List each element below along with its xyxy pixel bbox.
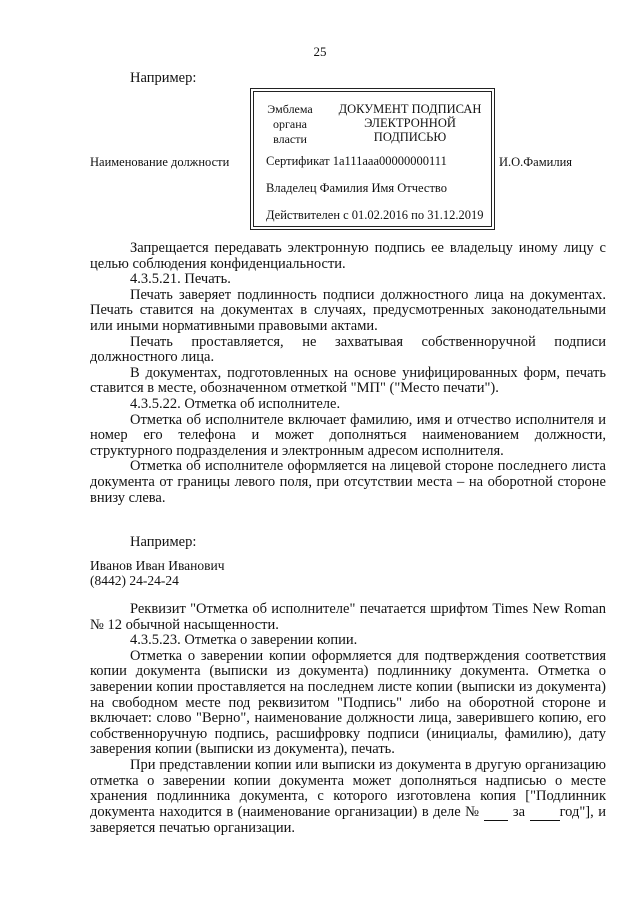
- year-blank: [530, 805, 560, 822]
- stamp-validity: Действителен с 01.02.2016 по 31.12.2019: [266, 208, 484, 222]
- signer-name: И.О.Фамилия: [499, 155, 573, 169]
- paragraph-prohibition: Запрещается передавать электронную подпись ее владельцу иному лицу с целью соблюдения конфиденциальности. 4.3.5.21. Печать. Печать заверяет подлинность подписи должностного лица на документах. Печать ставится на документах в случаях, предусмотренных законодательными или иными нормативными правовыми актами. Печать проставляется, не захватывая собственноручной подписи должностного лица. В документах, подготовленных на основе унифицированных форм, печать ставится в месте, обозначенном отметкой "МП" ("Место печати"). 4.3.5.22. Отметка об исполнителе. Отметка об исполнителе включает фамилию, имя и отчество исполнителя и номер его телефона и может дополняться наименованием должности, структурного подразделения и электронным адресом исполнителя. Отметка об исполнителе оформляется на лицевой стороне последнего листа документа от границы левого поля, при отсутствии места – на оборотной стороне внизу слева.: [90, 240, 606, 506]
- executor-mark: [90, 558, 225, 588]
- section-heading-copy: 4.3.5.23. Отметка о заверении копии.: [130, 632, 358, 649]
- stamp-owner: Владелец Фамилия Имя Отчество: [266, 181, 447, 195]
- section-heading-executor: 4.3.5.22. Отметка об исполнителе.: [130, 395, 341, 412]
- section-heading-seal: 4.3.5.21. Печать.: [130, 271, 231, 288]
- case-number-blank: [484, 805, 508, 822]
- stamp-title: ДОКУМЕНТ ПОДПИСАН ЭЛЕКТРОННОЙ ПОДПИСЬЮ: [338, 102, 482, 144]
- example-label-2: Например:: [130, 534, 197, 550]
- position-label: Наименование должности: [90, 155, 230, 169]
- stamp-certificate: Сертификат 1a111aaa00000000111: [266, 154, 447, 168]
- stamp-emblem: Эмблема органа власти: [267, 102, 313, 146]
- paragraph-executor-2: Отметка об исполнителе оформляется на лицевой стороне последнего листа документа от границы левого поля, при отсутствии места – на оборотной стороне внизу слева.: [90, 458, 606, 506]
- page-number: 25: [313, 44, 327, 59]
- paragraph-seal-1: Печать заверяет подлинность подписи должностного лица на документах. Печать ставится на документах в случаях, предусмотренных законодательными или иными нормативными правовыми актами.: [90, 286, 606, 334]
- paragraph-seal-2: Печать проставляется, не захватывая собственноручной подписи должностного лица.: [90, 333, 606, 366]
- paragraph-seal-3: В документах, подготовленных на основе унифицированных форм, печать ставится в месте, обозначенном отметкой "МП" ("Место печати").: [90, 364, 606, 397]
- electronic-signature-stamp: [253, 91, 492, 227]
- executor-name: Иванов Иван Иванович: [90, 558, 225, 573]
- paragraph-executor-1: Отметка об исполнителе включает фамилию, имя и отчество исполнителя и номер его телефона и может дополняться наименованием должности, структурного подразделения и электронным адресом исполнителя.: [90, 411, 606, 459]
- paragraph-copy-2: При представлении копии или выписки из документа в другую организацию отметка о заверении копии документа может дополняться надписью о месте хранения подлинника документа, с которого изготовлена копия ["Подлинник документа находится в (наименование организации) в деле № за год"], и заверяется печатью организации.: [90, 756, 607, 837]
- paragraph-executor-font: Реквизит "Отметка об исполнителе" печатается шрифтом Times New Roman № 12 обычной насыщенности. 4.3.5.23. Отметка о заверении копии. Отметка о заверении копии оформляется для подтверждения соответствия копии документа (выписки из документа) подлиннику документа. Отметка о заверении копии проставляется на последнем листе копии (выписки из документа) на свободном месте под реквизитом "Подпись" либо на оборотной стороне и включает: слово "Верно", наименование должности лица, заверившего копию, его собственноручную подпись, расшифровку подписи (инициалы, фамилию), дату заверения копии (выписки из документа), печать. При представлении копии или выписки из документа в другую организацию отметка о заверении копии документа может дополняться надписью о месте хранения подлинника документа, с которого изготовлена копия ["Подлинник документа находится в (наименование организации) в деле № за год"], и заверяется печатью организации.: [90, 601, 607, 837]
- executor-phone: (8442) 24-24-24: [90, 573, 179, 588]
- example-label: Например:: [130, 70, 197, 86]
- paragraph-copy-1: Отметка о заверении копии оформляется для подтверждения соответствия копии документа (выписки из документа) подлиннику документа. Отметка о заверении копии проставляется на последнем листе копии (выписки из документа) на свободном месте под реквизитом "Подпись" либо на оборотной стороне и включает: слово "Верно", наименование должности лица, заверившего копию, его собственноручную подпись, расшифровку подписи (инициалы, фамилию), дату заверения копии (выписки из документа), печать.: [90, 647, 606, 758]
